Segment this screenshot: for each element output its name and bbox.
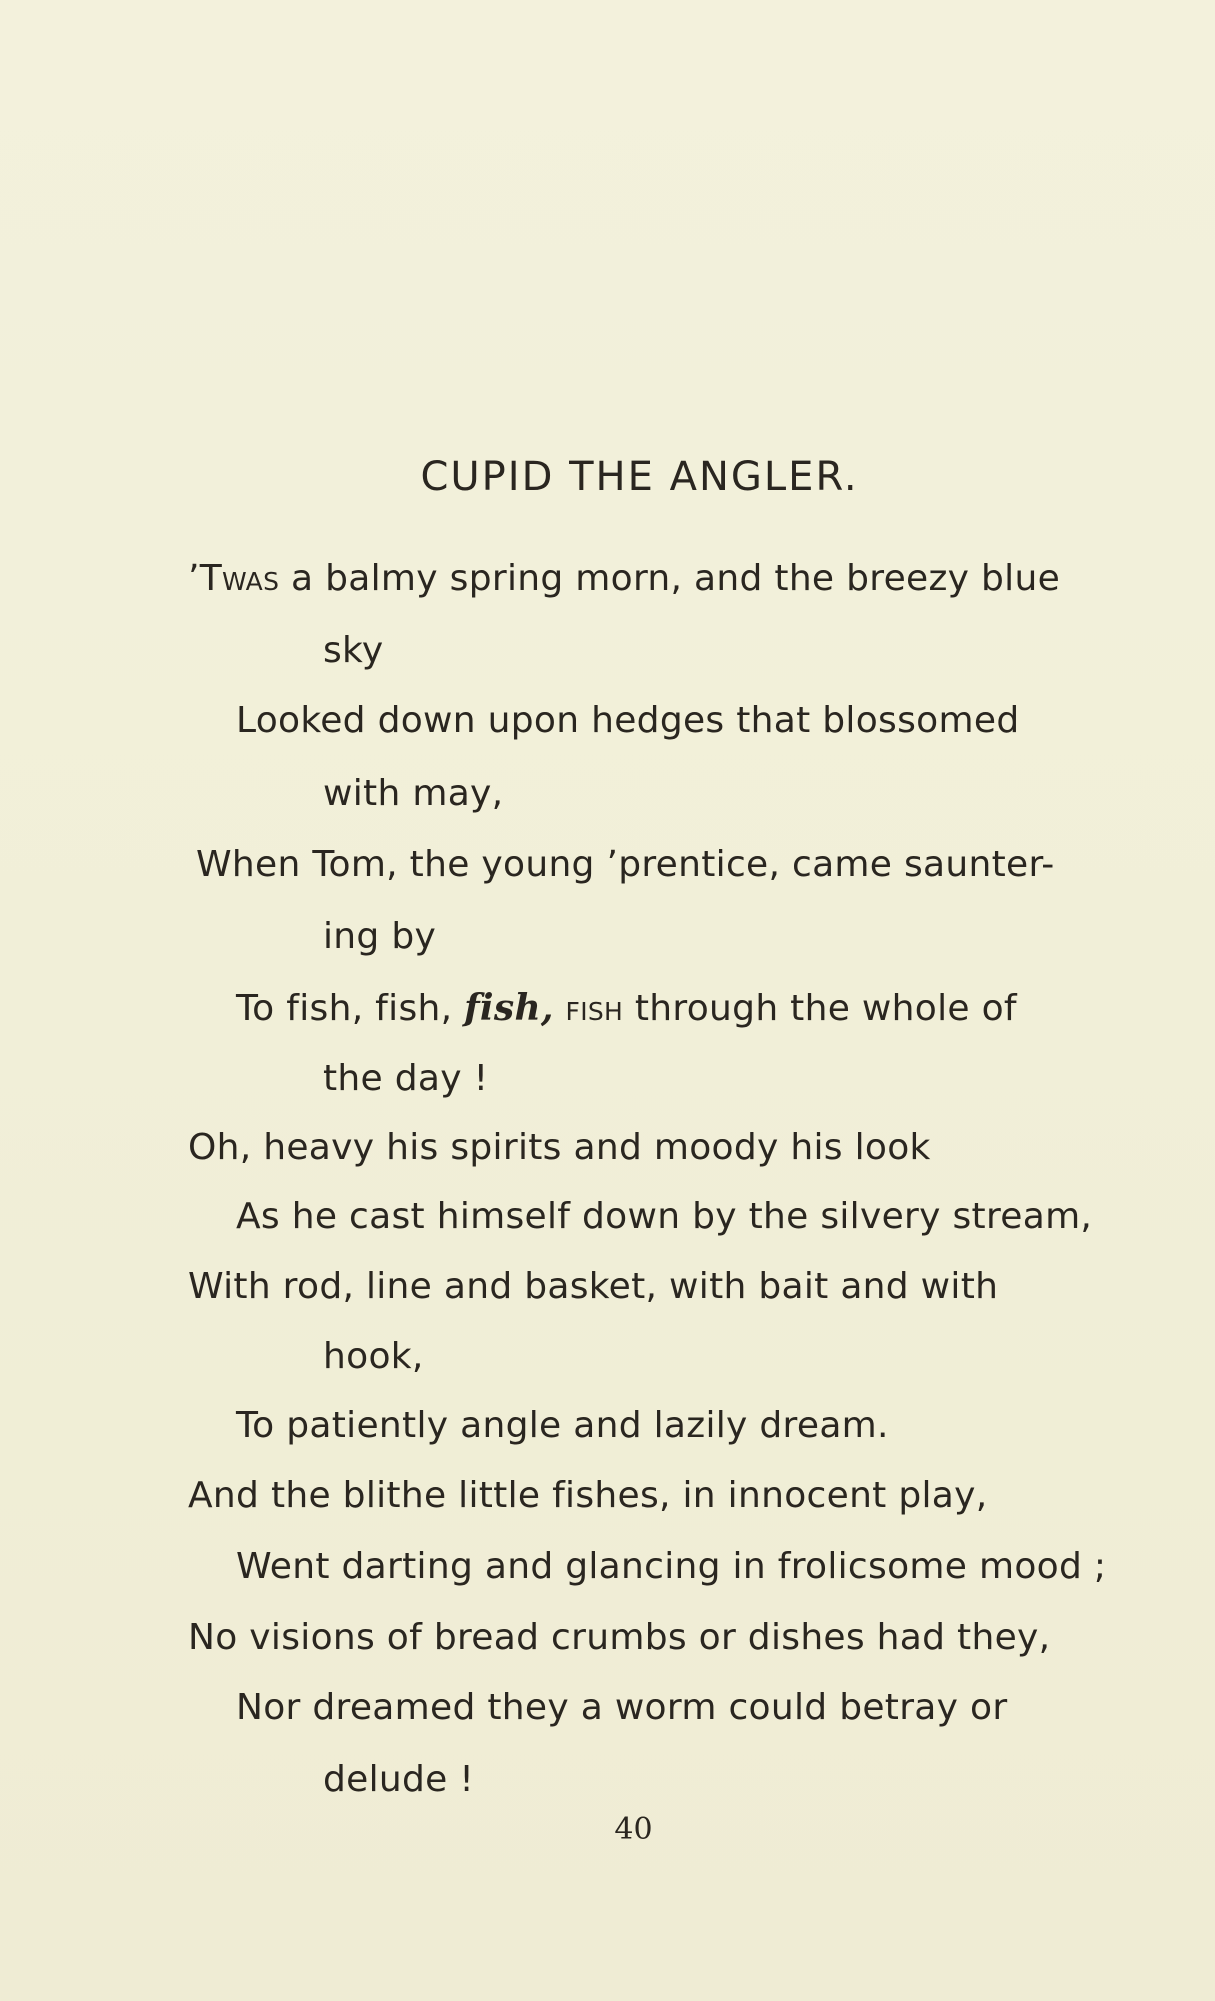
poem-line: Nor dreamed they a worm could betray or [236, 1687, 1008, 1728]
poem-line-text: through the whole of [623, 988, 1017, 1029]
poem-line: sky [323, 630, 384, 671]
italic-word: fish, [464, 987, 554, 1029]
poem-line: No visions of bread crumbs or dishes had they, [188, 1617, 1051, 1658]
small-caps-word: fish [553, 988, 624, 1029]
poem-line: Went darting and glancing in frolicsome mood ; [236, 1546, 1107, 1587]
poem-line: with may, [323, 773, 504, 814]
poem-line-text: a balmy spring morn, and the breezy blue [279, 558, 1061, 599]
poem-line: As he cast himself down by the silvery stream, [236, 1196, 1093, 1237]
poem-line-text: To fish, fish, [236, 988, 465, 1029]
poem-line: Oh, heavy his spirits and moody his look [188, 1127, 931, 1168]
poem-line [236, 984, 1017, 1033]
poem-line [188, 555, 1060, 603]
poem-line: When Tom, the young ’prentice, came saunter- [196, 844, 1055, 885]
poem-line: Looked down upon hedges that blossomed [236, 700, 1020, 741]
poem-line: the day ! [323, 1058, 489, 1099]
poem-line: hook, [323, 1336, 424, 1377]
poem-line: delude ! [323, 1759, 475, 1800]
poem-line: And the blithe little fishes, in innocent play, [188, 1475, 988, 1516]
poem-title: CUPID THE ANGLER. [420, 454, 859, 500]
poem-line: With rod, line and basket, with bait and with [188, 1266, 999, 1307]
opening-word: ’Twas [188, 558, 280, 599]
poem-line: ing by [323, 916, 437, 957]
page-number: 40 [614, 1812, 653, 1847]
poem-line: To patiently angle and lazily dream. [236, 1405, 889, 1446]
